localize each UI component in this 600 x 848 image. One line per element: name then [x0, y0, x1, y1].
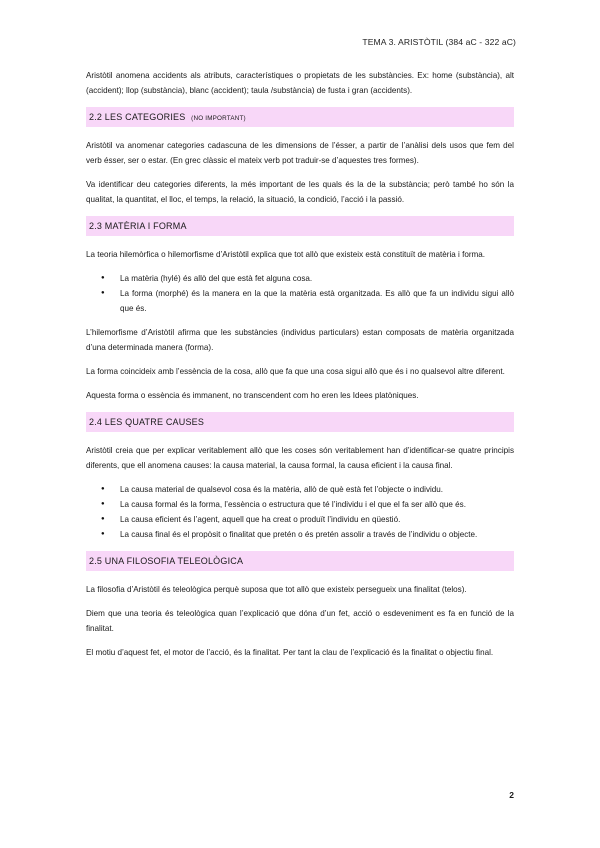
- paragraph: La filosofia d’Aristòtil és teleològica perquè suposa que tot allò que existeix persegueix una finalitat (telos).: [86, 585, 467, 594]
- section-header-categories: [86, 107, 514, 127]
- list-item: ● La causa eficient és l’agent, aquell que ha creat o produït l’individu en qüestió.: [120, 512, 514, 527]
- paragraph: L’hilemorfisme d’Aristòtil afirma que les substàncies (individus particulars) estan composats de matèria organitzada d’una determinada manera (forma).: [86, 328, 514, 352]
- section-title: 2.4 LES QUATRE CAUSES: [89, 417, 205, 427]
- list-item: ● La forma (morphé) és la manera en la que la matèria està organitzada. Es allò que fa un individu sigui allò que és.: [120, 286, 514, 316]
- section-title: 2.5 UNA FILOSOFIA TELEOLÒGICA: [89, 556, 244, 566]
- page-content: [86, 68, 514, 669]
- list-item: ● La matèria (hylé) és allò del que està fet alguna cosa.: [120, 271, 514, 286]
- section-title: 2.3 MATÈRIA I FORMA: [89, 221, 187, 231]
- section-header-teleological: [86, 551, 514, 571]
- paragraph: Va identificar deu categories diferents, la més important de les quals és la de la substància; però també ho són la qualitat, la quantitat, el lloc, el temps, la relació, la situació, la condició, l’acció i la passió.: [86, 180, 514, 204]
- paragraph: Aquesta forma o essència és immanent, no transcendent com ho eren les Idees platòniques.: [86, 391, 419, 400]
- paragraph: Diem que una teoria és teleològica quan l’explicació que dóna d’un fet, acció o esdeveniment es fa en funció de la finalitat.: [86, 609, 514, 633]
- paragraph: La forma coincideix amb l’essència de la cosa, allò que fa que una cosa sigui allò que és i no qualsevol altre diferent.: [86, 367, 505, 376]
- bullet-list: [86, 482, 514, 542]
- list-item: ● La causa material de qualsevol cosa és la matèria, allò de què està fet l’objecte o individu.: [120, 482, 514, 497]
- paragraph: El motiu d’aquest fet, el motor de l’acció, és la finalitat. Per tant la clau de l’explicació és la finalitat o objectiu final.: [86, 648, 494, 657]
- paragraph: La teoria hilemòrfica o hilemorfisme d’Aristòtil explica que tot allò que existeix està constituït de matèria i forma.: [86, 250, 486, 259]
- page-number: 2: [509, 790, 514, 800]
- section-title: 2.2 LES CATEGORIES: [89, 112, 186, 122]
- section-header-four-causes: [86, 412, 514, 432]
- section-note: (NO IMPORTANT): [191, 115, 246, 122]
- intro-paragraph: Aristòtil anomena accidents als atributs, característiques o propietats de les substàncies. Ex: home (substància), alt (accident); llop (substància), blanc (accident); taula /substància) de fusta i gran (accidents).: [86, 71, 514, 95]
- section-header-matter-form: [86, 216, 514, 236]
- paragraph: Aristòtil creia que per explicar veritablement allò que les coses són veritablement han d’identificar-se quatre principis diferents, que ell anomena causes: la causa material, la causa formal, la causa eficient i la causa final.: [86, 446, 514, 470]
- list-item: ● La causa formal és la forma, l’essència o estructura que té l’individu i el que el fa ser allò que és.: [120, 497, 514, 512]
- running-header: TEMA 3. ARISTÒTIL (384 aC - 322 aC): [362, 37, 516, 47]
- paragraph: Aristòtil va anomenar categories cadascuna de les dimensions de l’ésser, a partir de l’anàlisi dels usos que fem del verb ésser, ser o estar. (En grec clàssic el mateix verb pot traduir-se d’aquestes tres formes).: [86, 141, 514, 165]
- list-item: ● La causa final és el propòsit o finalitat que pretén o és pretén assolir a través de l’individu o objecte.: [120, 527, 514, 542]
- bullet-list: [86, 271, 514, 316]
